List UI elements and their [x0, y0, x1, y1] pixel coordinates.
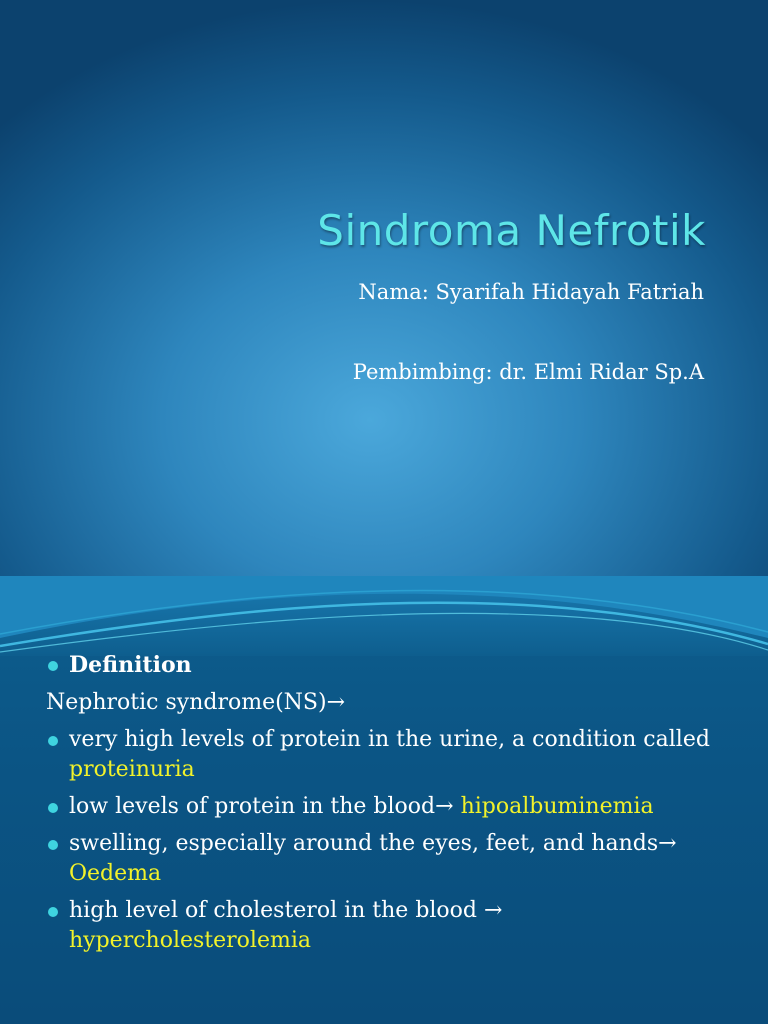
bullet-icon	[48, 803, 58, 813]
item-highlight: hipoalbuminemia	[460, 794, 654, 819]
list-item	[0, 829, 768, 889]
bullet-icon	[48, 736, 58, 746]
wave-decoration	[0, 576, 768, 656]
item-highlight: hypercholesterolemia	[69, 928, 311, 953]
bullet-icon	[48, 840, 58, 850]
definition-content	[0, 650, 768, 963]
presenter-name: Nama: Syarifah Hidayah Fatriah	[358, 280, 704, 304]
list-item	[0, 725, 768, 785]
item-text: low levels of protein in the blood→	[69, 794, 461, 819]
list-item-heading	[0, 650, 768, 681]
item-highlight: proteinuria	[69, 757, 195, 782]
bullet-icon	[48, 907, 58, 917]
advisor-name: Pembimbing: dr. Elmi Ridar Sp.A	[352, 360, 704, 384]
item-text: high level of cholesterol in the blood →	[69, 898, 503, 923]
definition-slide	[0, 576, 768, 1024]
item-text: swelling, especially around the eyes, feet, and hands→	[69, 831, 677, 856]
intro-line	[0, 688, 768, 718]
intro-text: Nephrotic syndrome(NS)→	[46, 690, 346, 715]
bullet-icon	[48, 661, 58, 671]
definition-heading: Definition	[69, 652, 192, 678]
list-item	[0, 896, 768, 956]
item-highlight: Oedema	[69, 861, 162, 886]
item-text: very high levels of protein in the urine, a condition called	[69, 727, 710, 752]
slide-title: Sindroma Nefrotik	[317, 206, 706, 255]
list-item	[0, 792, 768, 822]
